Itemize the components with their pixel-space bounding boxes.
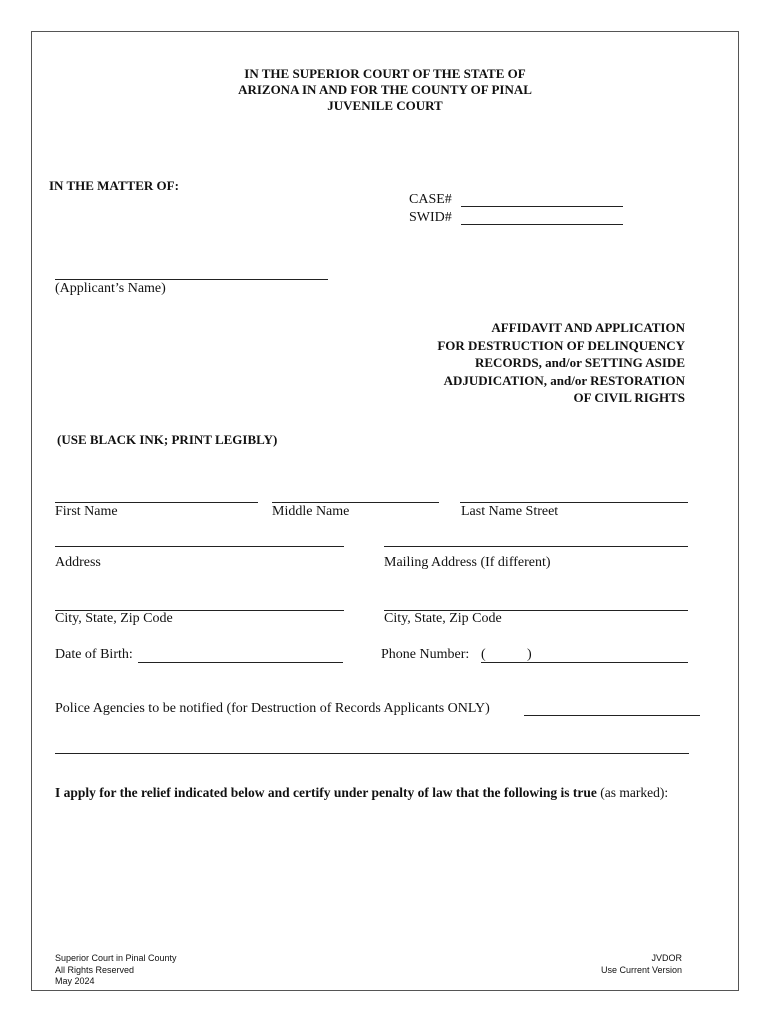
first-name-field[interactable] xyxy=(55,502,258,503)
form-page-border xyxy=(31,31,739,991)
form-title xyxy=(437,319,685,407)
first-name-label: First Name xyxy=(55,504,118,519)
footer-left xyxy=(55,953,177,988)
middle-name-label: Middle Name xyxy=(272,504,350,519)
matter-label: IN THE MATTER OF: xyxy=(49,178,179,193)
footer-rights: All Rights Reserved xyxy=(55,964,135,975)
mailing-address-label: Mailing Address (If different) xyxy=(384,555,551,570)
applicant-name-field[interactable] xyxy=(55,279,328,280)
police-agencies-field[interactable] xyxy=(524,715,700,716)
date-of-birth-label: Date of Birth: xyxy=(55,647,133,662)
address-field[interactable] xyxy=(55,546,344,547)
apply-statement xyxy=(55,785,695,801)
phone-number-label: Phone Number: xyxy=(381,647,470,662)
form-title-line: RECORDS, and/or SETTING ASIDE xyxy=(475,355,685,370)
apply-statement-bold: I apply for the relief indicated below and certify under penalty of law that the following is true xyxy=(55,785,597,800)
phone-area-close-paren: ) xyxy=(527,647,532,662)
footer-court-name: Superior Court in Pinal County xyxy=(55,953,177,963)
mailing-city-state-zip-label: City, State, Zip Code xyxy=(384,611,502,626)
instructions: (USE BLACK INK; PRINT LEGIBLY) xyxy=(57,432,278,447)
court-header-line: JUVENILE COURT xyxy=(327,98,443,113)
mailing-address-field[interactable] xyxy=(384,546,688,547)
court-header xyxy=(0,66,770,114)
footer-date: May 2024 xyxy=(55,976,95,986)
footer-version-note: Use Current Version xyxy=(600,964,682,975)
police-agencies-field-line2[interactable] xyxy=(55,753,689,754)
middle-name-field[interactable] xyxy=(272,502,439,503)
swid-label: SWID# xyxy=(409,210,452,225)
date-of-birth-field[interactable] xyxy=(138,662,343,663)
apply-statement-normal: (as marked): xyxy=(596,785,669,800)
applicant-name-label: (Applicant’s Name) xyxy=(55,281,166,296)
case-label: CASE# xyxy=(409,192,452,207)
form-title-line: ADJUDICATION, and/or RESTORATION xyxy=(443,372,685,388)
police-agencies-label: Police Agencies to be notified (for Destruction of Records Applicants ONLY) xyxy=(55,701,490,716)
address-label: Address xyxy=(55,555,101,570)
footer-form-code: JVDOR xyxy=(651,953,682,963)
phone-number-field[interactable] xyxy=(481,662,688,663)
swid-number-field[interactable] xyxy=(461,224,623,225)
court-header-line: ARIZONA IN AND FOR THE COUNTY OF PINAL xyxy=(238,82,532,97)
court-header-line: IN THE SUPERIOR COURT OF THE STATE OF xyxy=(244,66,526,81)
form-title-line: OF CIVIL RIGHTS xyxy=(573,390,685,405)
phone-area-open-paren: ( xyxy=(481,647,486,662)
form-title-line: FOR DESTRUCTION OF DELINQUENCY xyxy=(437,337,685,353)
city-state-zip-label: City, State, Zip Code xyxy=(55,611,173,626)
form-title-line: AFFIDAVIT AND APPLICATION xyxy=(491,320,685,335)
last-name-street-field[interactable] xyxy=(460,502,688,503)
last-name-street-label: Last Name Street xyxy=(461,504,559,519)
case-number-field[interactable] xyxy=(461,206,623,207)
footer-right xyxy=(601,953,682,976)
